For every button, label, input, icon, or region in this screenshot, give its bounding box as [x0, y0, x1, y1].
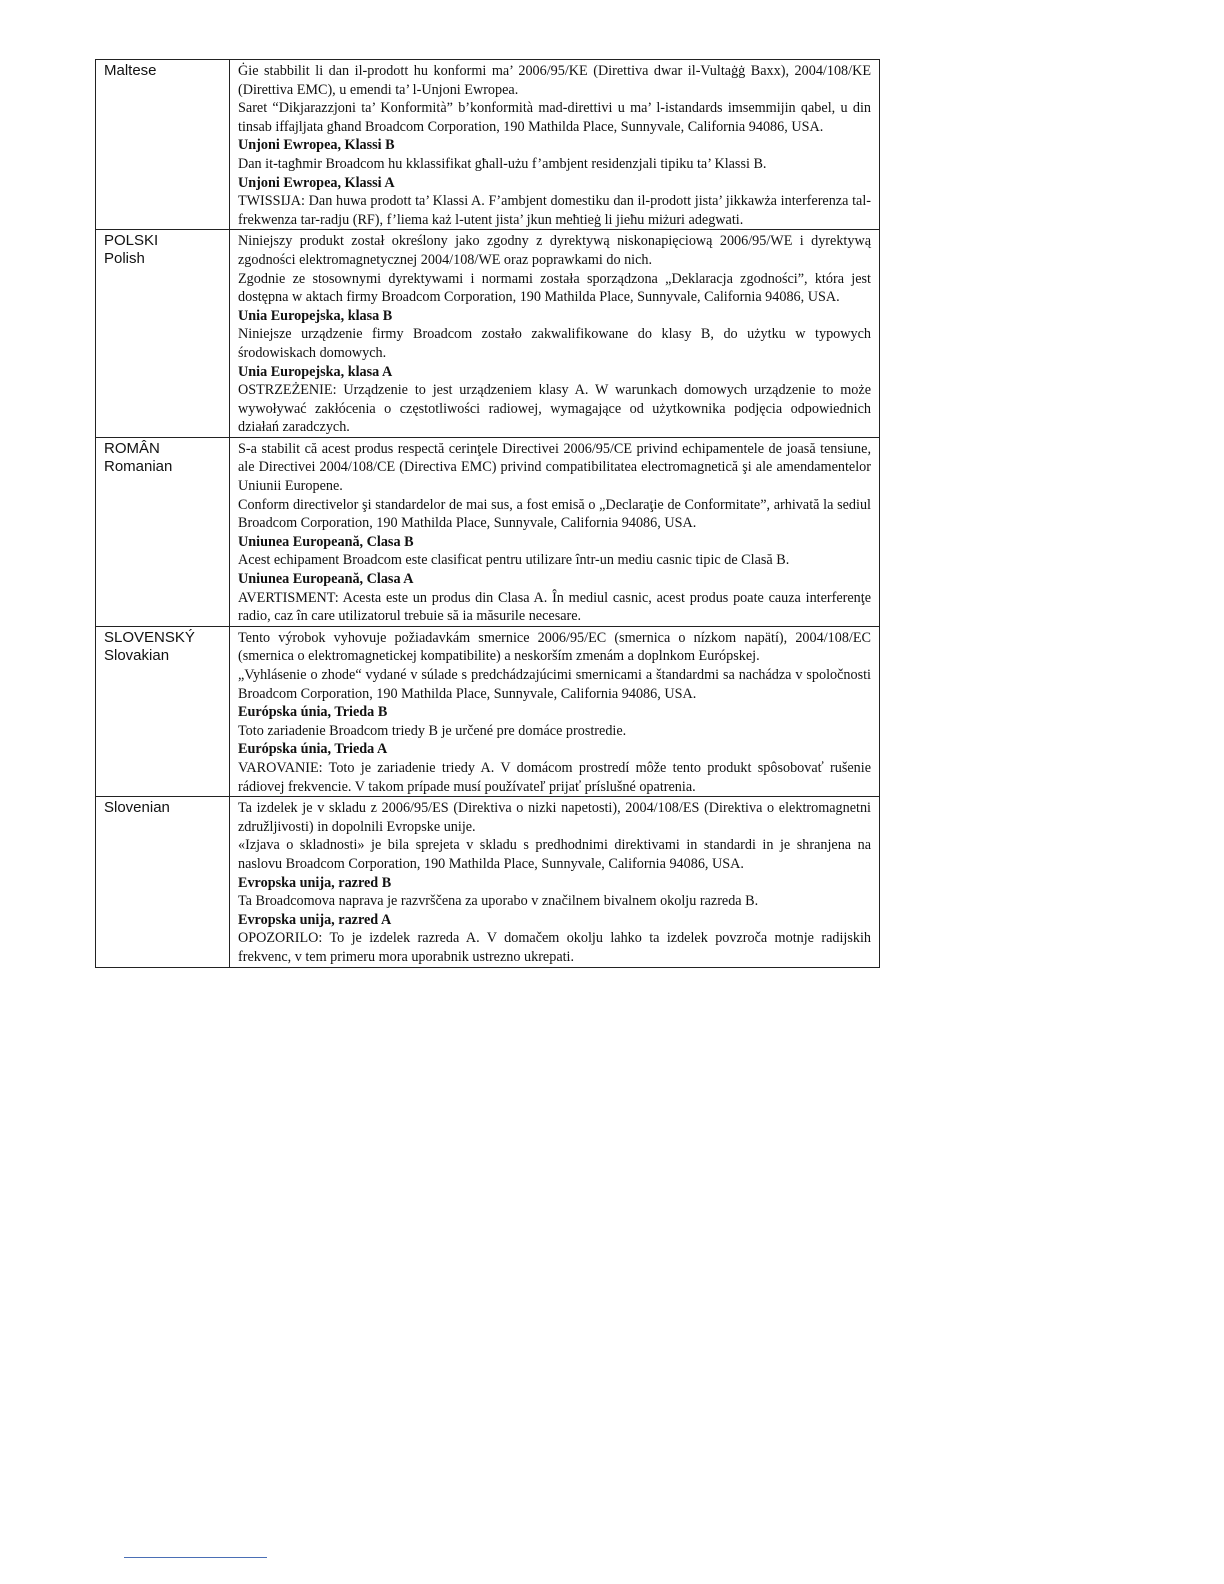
language-name: Romanian — [104, 457, 173, 475]
footnote-divider — [124, 1557, 267, 1558]
declaration-paragraph: Saret “Dikjarazzjoni ta’ Konformità” b’konformità mad-direttivi u ma’ l-istandards imsemmijin qabel, u din tinsab iffajljata għand Broadcom Corporation, 190 Mathilda Place, Sunnyvale, California 94086, USA. — [238, 100, 871, 135]
declaration-paragraph: Conform directivelor şi standardelor de mai sus, a fost emisă o „Declaraţie de Conformitate”, arhivată la sediul Broadcom Corporation, 190 Mathilda Place, Sunnyvale, California 94086, USA. — [238, 496, 871, 532]
declaration-paragraph: Zgodnie ze stosownymi dyrektywami i normami została sporządzona „Deklaracja zgodności”, która jest dostępna w aktach firmy Broadcom Corporation, 190 Mathilda Place, Sunnyvale, California 94086, USA. — [238, 270, 871, 306]
language-native-name: SLOVENSKÝ — [104, 628, 195, 646]
conformity-paragraph: Ġie stabbilit li dan il-prodott hu konformi ma’ 2006/95/KE (Direttiva dwar il-Vultaġġ Baxx), 2004/108/KE (Direttiva EMC), u emendi ta’ l-Unjoni Ewropea. — [238, 63, 871, 98]
class-b-paragraph: Niniejsze urządzenie firmy Broadcom zostało zakwalifikowane do klasy B, do użytku w typowych środowiskach domowych. — [238, 326, 871, 361]
language-cell — [96, 60, 230, 230]
table-row — [96, 60, 880, 230]
conformity-paragraph: Tento výrobok vyhovuje požiadavkám smernice 2006/95/EC (smernica o nízkom napätí), 2004/108/EC (smernica o elektromagnetickej kompatibilite) a neskorším zmenám a doplnkom Európskej. — [238, 629, 871, 665]
class-b-paragraph: Toto zariadenie Broadcom triedy B je určené pre domáce prostredie. — [238, 722, 627, 739]
statement-cell — [230, 437, 880, 626]
conformity-paragraph: Ta izdelek je v skladu z 2006/95/ES (Direktiva o nizki napetosti), 2004/108/ES (Direktiva o elektromagnetni združljivosti) in dopolnili Evropske unije. — [238, 800, 871, 835]
statement-cell — [230, 60, 880, 230]
class-b-paragraph: Dan it-tagħmir Broadcom hu kklassifikat għall-użu f’ambjent residenzjali tipiku ta’ Klassi B. — [238, 155, 767, 172]
language-name: Slovenian — [104, 799, 170, 817]
class-b-heading: Uniunea Europeană, Clasa B — [238, 533, 414, 550]
class-b-heading: Unia Europejska, klasa B — [238, 307, 393, 324]
language-cell — [96, 437, 230, 626]
warning-paragraph: OPOZORILO: To je izdelek razreda A. V domačem okolju lahko ta izdelek povzroča motnje radijskih frekvenc, v tem primeru mora uporabnik ustrezno ukrepati. — [238, 930, 871, 965]
class-b-heading: Unjoni Ewropea, Klassi B — [238, 137, 395, 154]
language-cell — [96, 230, 230, 438]
compliance-table — [95, 59, 880, 968]
warning-paragraph: VAROVANIE: Toto je zariadenie triedy A. V domácom prostredí môže tento produkt spôsobovať rušenie rádiovej frekvencie. V takom prípade musí používateľ prijať príslušné opatrenia. — [238, 759, 871, 795]
language-name: Slovakian — [104, 646, 170, 664]
class-b-paragraph: Ta Broadcomova naprava je razvrščena za uporabo v značilnem bivalnem okolju razreda B. — [238, 893, 759, 910]
declaration-paragraph: „Vyhlásenie o zhode“ vydané v súlade s predchádzajúcimi smernicami a štandardmi sa nachádza v spoločnosti Broadcom Corporation, 190 Mathilda Place, Sunnyvale, California 94086, USA. — [238, 667, 871, 702]
language-cell — [96, 797, 230, 967]
table-row — [96, 230, 880, 438]
language-native-name: POLSKI — [104, 232, 159, 250]
class-a-heading: Európska únia, Trieda A — [238, 741, 388, 758]
warning-paragraph: OSTRZEŻENIE: Urządzenie to jest urządzeniem klasy A. W warunkach domowych urządzenie to może wywoływać zakłócenia o częstotliwości radiowej, wymagające od użytkownika podjęcia odpowiednich działań zaradczych. — [238, 382, 871, 436]
class-b-heading: Evropska unija, razred B — [238, 874, 392, 891]
class-a-heading: Unjoni Ewropea, Klassi A — [238, 174, 395, 191]
language-cell — [96, 626, 230, 796]
class-b-paragraph: Acest echipament Broadcom este clasificat pentru utilizare într-un mediu casnic tipic de Clasă B. — [238, 552, 790, 569]
warning-paragraph: AVERTISMENT: Acesta este un produs din Clasa A. În mediul casnic, acest produs poate cauza interferenţe radio, caz în care utilizatorul trebuie să ia măsurile necesare. — [238, 589, 871, 625]
conformity-paragraph: S-a stabilit că acest produs respectă cerinţele Directivei 2006/95/CE privind echipamentele de joasă tensiune, ale Directivei 2004/108/CE (Directiva EMC) privind compatibilitatea electromagnetică şi ale amendamentelor Uniunii Europene. — [238, 440, 871, 495]
class-a-heading: Unia Europejska, klasa A — [238, 363, 393, 380]
table-row — [96, 626, 880, 796]
statement-cell — [230, 797, 880, 967]
declaration-paragraph: «Izjava o skladnosti» je bila sprejeta v skladu s predhodnimi direktivami in standardi in je shranjena na naslovu Broadcom Corporation, 190 Mathilda Place, Sunnyvale, California 94086, USA. — [238, 837, 871, 872]
language-name: Maltese — [104, 62, 157, 79]
class-b-heading: Európska únia, Trieda B — [238, 704, 388, 721]
compliance-table-body — [96, 60, 880, 968]
statement-cell — [230, 230, 880, 438]
class-a-heading: Uniunea Europeană, Clasa A — [238, 571, 414, 588]
statement-cell — [230, 626, 880, 796]
warning-paragraph: TWISSIJA: Dan huwa prodott ta’ Klassi A. F’ambjent domestiku dan il-prodott jista’ jikkawża interferenza tal-frekwenza tar-radju (RF), f’liema każ l-utent jista’ jkun meħtieġ li jieħu miżuri adegwati. — [238, 193, 871, 228]
class-a-heading: Evropska unija, razred A — [238, 911, 392, 928]
table-row — [96, 437, 880, 626]
table-row — [96, 797, 880, 967]
language-native-name: ROMÂN — [104, 439, 160, 457]
language-name: Polish — [104, 250, 145, 268]
conformity-paragraph: Niniejszy produkt został określony jako zgodny z dyrektywą niskonapięciową 2006/95/WE i dyrektywą zgodności elektromagnetycznej 2004/108/WE oraz poprawkami do nich. — [238, 233, 871, 268]
